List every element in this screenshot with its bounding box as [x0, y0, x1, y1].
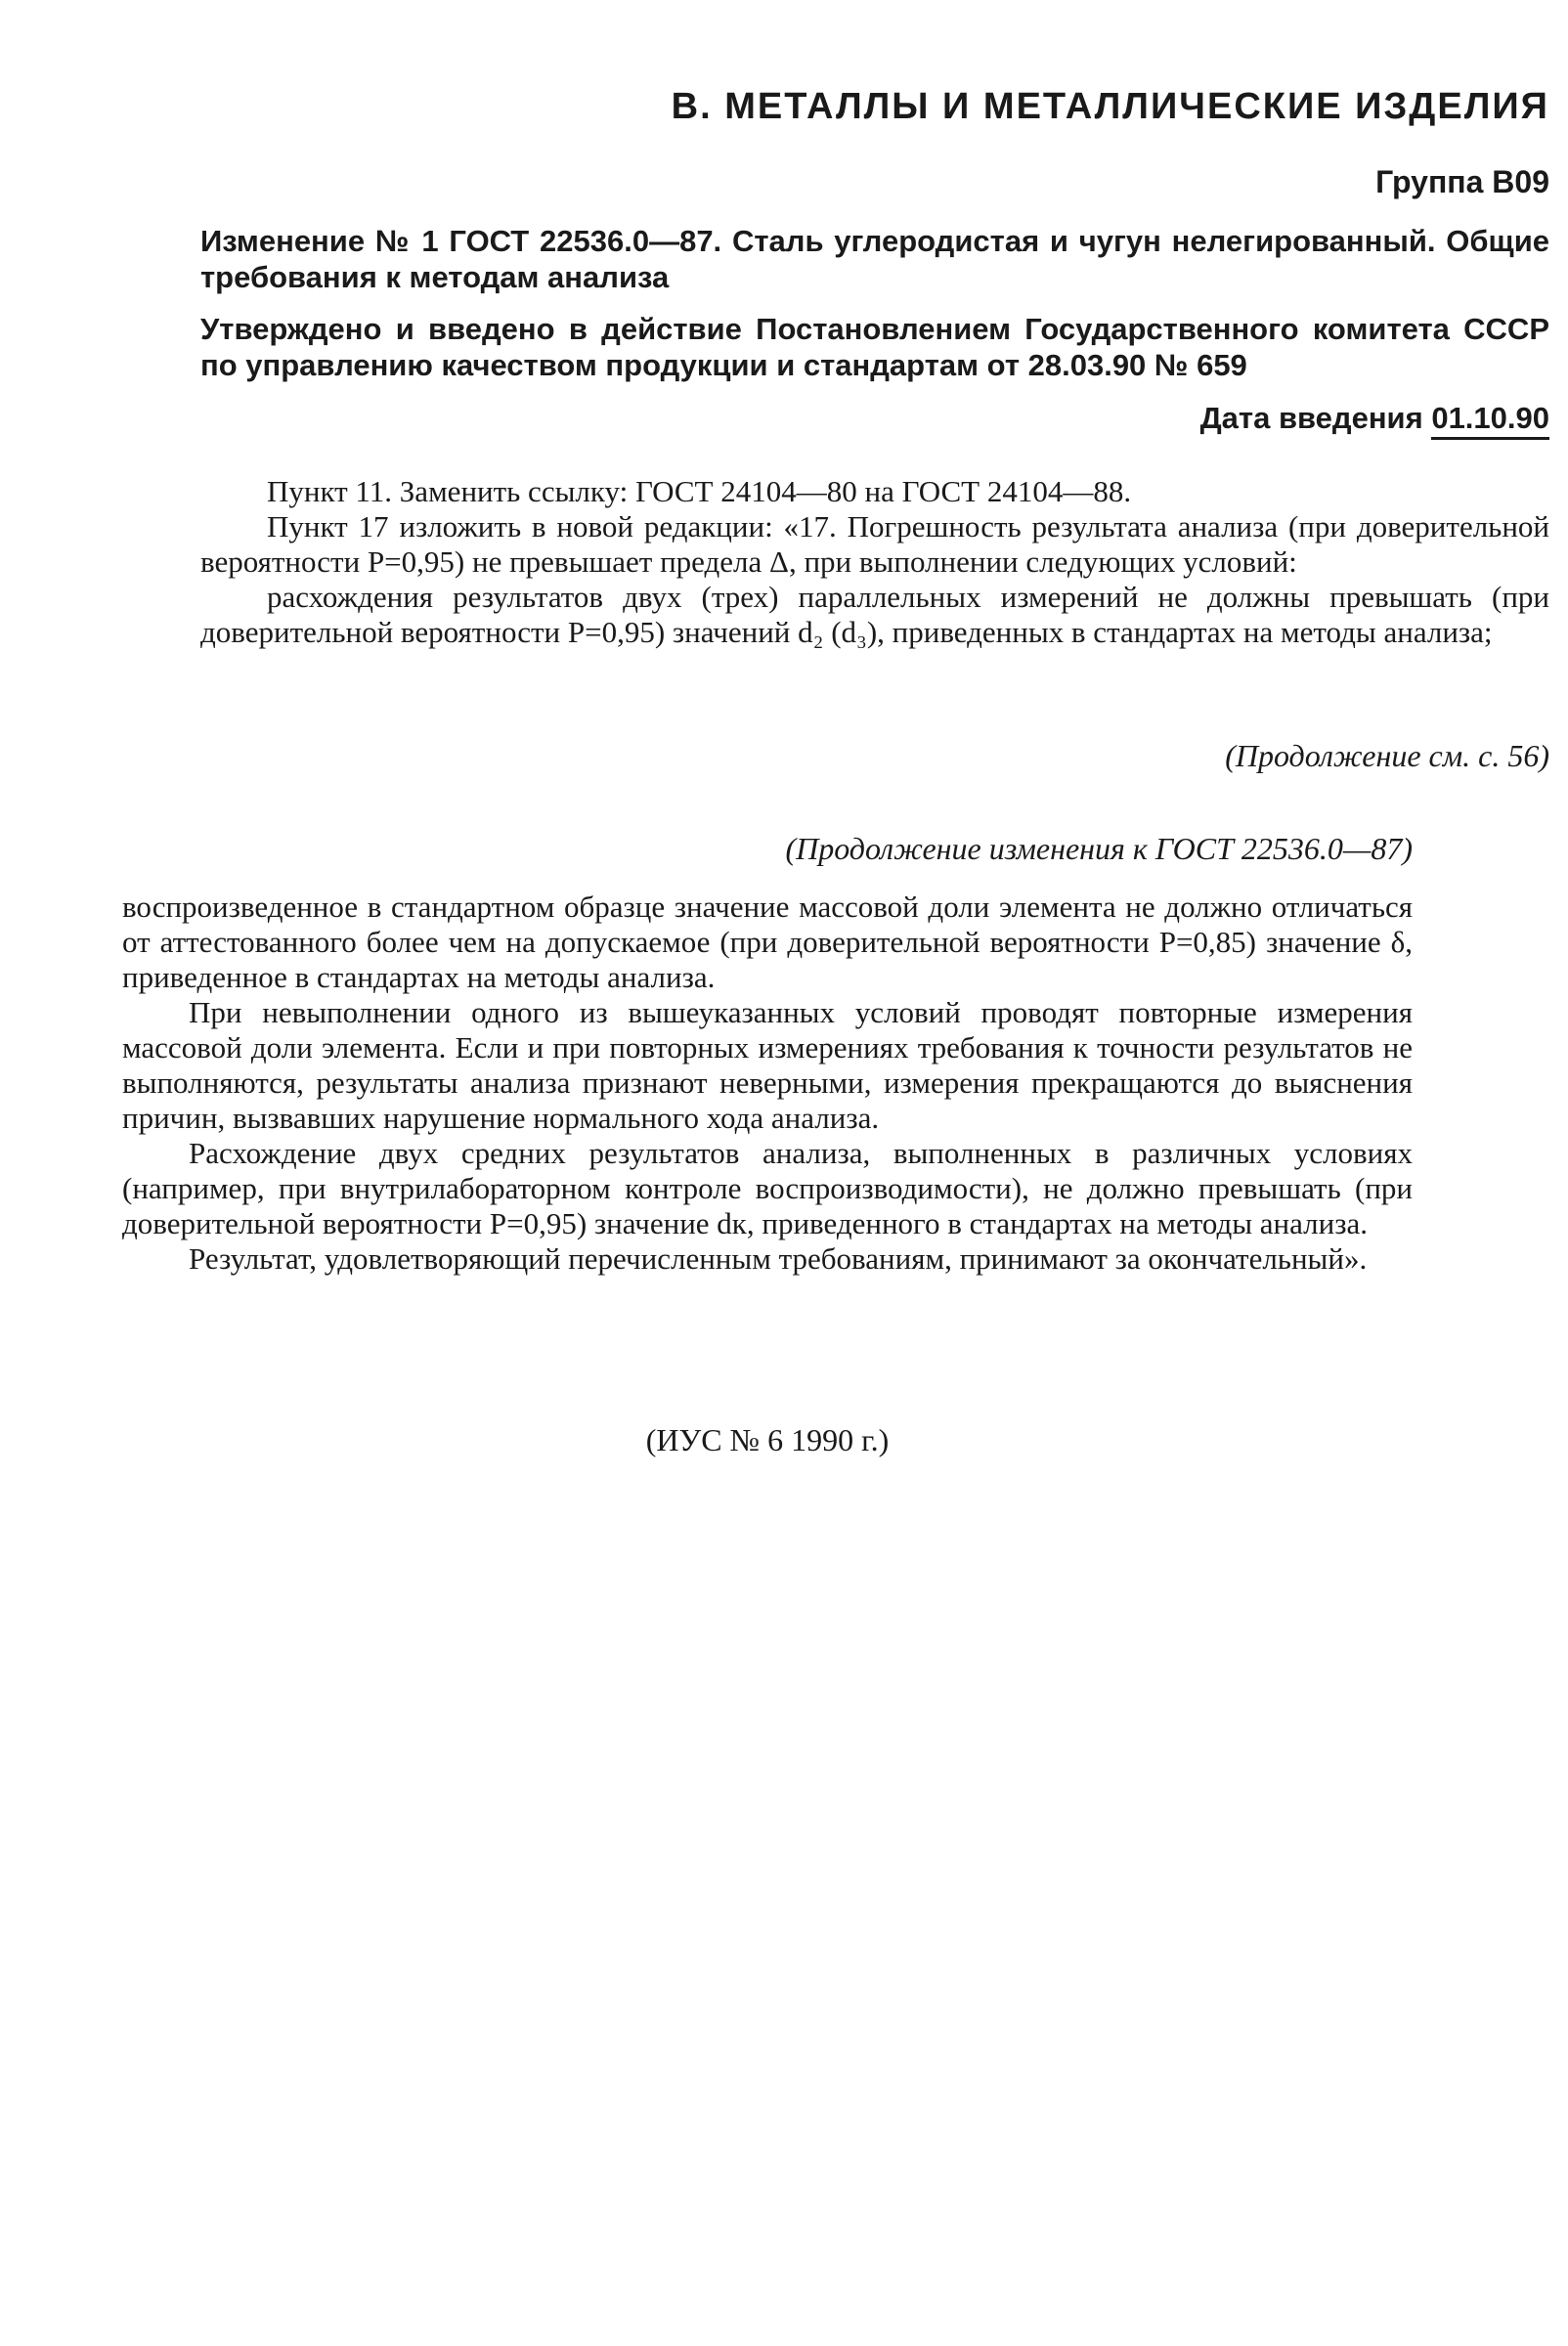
paragraph-reproducibility: Расхождение двух средних результатов анализа, выполненных в различных условиях (например, при внутрилабораторном контроле воспроизводимости), не должно превышать (при доверительной вероятности P=0,95) значение dк, приведенного в стандартах на методы анализа.: [122, 1136, 1413, 1240]
amendment-body: [200, 474, 1549, 650]
paragraph-condition-1: расхождения результатов двух (трех) параллельных измерений не должны превышать (при доверительной вероятности P=0,95) значений d₂ (d₃), приведенных в стандартах на методы анализа;: [200, 580, 1549, 649]
continued-note: (Продолжение см. с. 56): [1225, 738, 1549, 773]
source-reference: (ИУС № 6 1990 г.): [645, 1422, 890, 1457]
approval-statement: Утверждено и введено в действие Постановлением Государственного комитета СССР по управлению качеством продукции и стандартам от 28.03.90 № 659: [200, 312, 1549, 382]
effective-date-label: Дата введения: [1199, 401, 1423, 435]
continuation-heading: (Продолжение изменения к ГОСТ 22536.0—87): [785, 831, 1413, 866]
paragraph-final-result: Результат, удовлетворяющий перечисленным требованиям, принимают за окончательный».: [189, 1241, 1368, 1276]
paragraph-item-11: Пункт 11. Заменить ссылку: ГОСТ 24104—80 на ГОСТ 24104—88.: [267, 474, 1132, 508]
continuation-body: [122, 890, 1413, 1277]
group-code: Группа В09: [1375, 164, 1549, 199]
effective-date-value: 01.10.90: [1431, 401, 1549, 440]
paragraph-condition-2: воспроизведенное в стандартном образце значение массовой доли элемента не должно отличаться от аттестованного более чем на допускаемое (при доверительной вероятности P=0,85) значение δ, приведенное в стандартах на методы анализа.: [122, 890, 1413, 994]
effective-date-line: [200, 401, 1549, 436]
paragraph-repeat-measurements: При невыполнении одного из вышеуказанных условий проводят повторные измерения массовой доли элемента. Если и при повторных измерениях требования к точности результатов не выполняются, результаты анализа признают неверными, измерения прекращаются до выяснения причин, вызвавших нарушение нормального хода анализа.: [122, 995, 1413, 1135]
section-heading: В. МЕТАЛЛЫ И МЕТАЛЛИЧЕСКИЕ ИЗДЕЛИЯ: [671, 86, 1549, 127]
paragraph-item-17: Пункт 17 изложить в новой редакции: «17. Погрешность результата анализа (при доверительной вероятности P=0,95) не превышает предела Δ, при выполнении следующих условий:: [200, 509, 1549, 579]
amendment-title: Изменение № 1 ГОСТ 22536.0—87. Сталь углеродистая и чугун нелегированный. Общие требования к методам анализа: [200, 224, 1549, 294]
